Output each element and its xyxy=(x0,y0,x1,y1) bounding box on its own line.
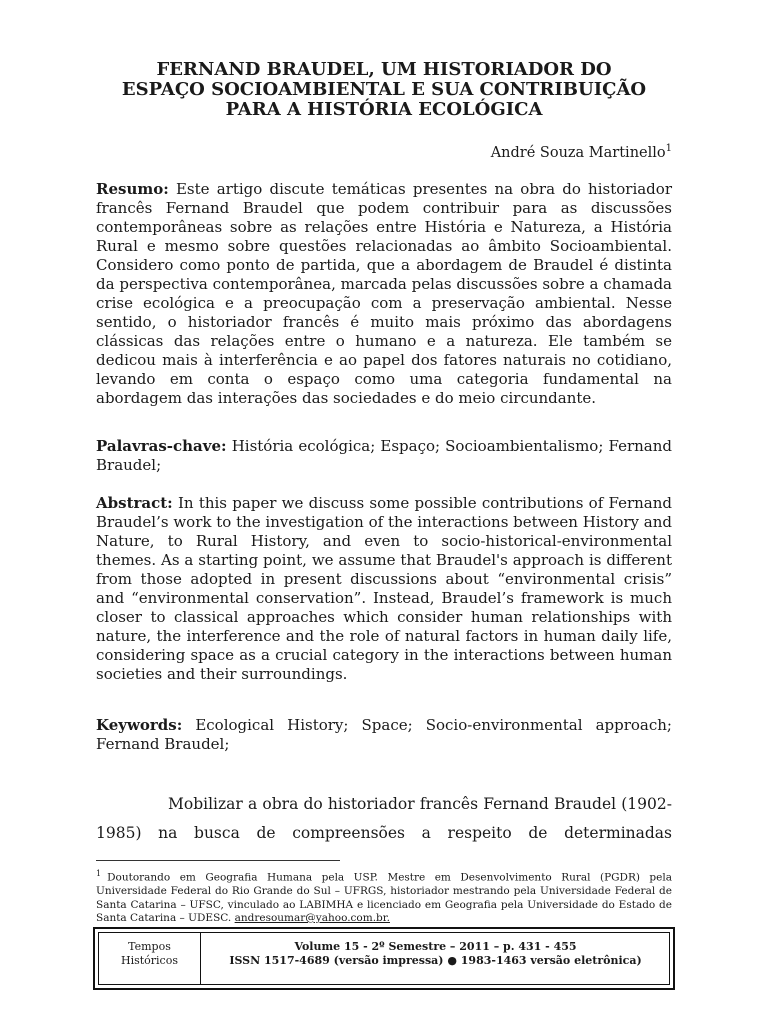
article-title xyxy=(96,60,672,120)
footnote-text: Doutorando em Geografia Humana pela USP. Mestre em Desenvolvimento Rural (PGDR) pela Universidade Federal do Rio Grande do Sul – UFRGS, historiador mestrando pela Universidade Federal de Santa Catarina – UFSC, vinculado ao LABIMHA e licenciado em Geografia pela Universidade do Estado de Santa Catarina – UDESC. xyxy=(96,871,672,924)
title-line-3: PARA A HISTÓRIA ECOLÓGICA xyxy=(225,99,543,120)
volume-line: Volume 15 - 2º Semestre – 2011 – p. 431 - 455 xyxy=(294,940,577,953)
resumo-text: Este artigo discute temáticas presentes na obra do historiador francês Fernand Braudel que podem contribuir para as discussões contemporâneas sobre as relações entre História e Natureza, a História Rural e mesmo sobre questões relacionadas ao âmbito Socioambiental. Considero como ponto de partida, que a abordagem de Braudel é distinta da perspectiva contemporânea, marcada pelas discussões sobre a chamada crise ecológica e a preocupação com a preservação ambiental. Nesse sentido, o historiador francês é muito mais próximo das abordagens clássicas das relações entre o humano e a natureza. Ele também se dedicou mais à interferência e ao papel dos fatores naturais no cotidiano, levando em conta o espaço como uma categoria fundamental na abordagem das interações das sociedades e do meio circundante. xyxy=(96,180,672,407)
journal-name-line-1: Tempos xyxy=(128,940,171,953)
author-text: André Souza Martinello xyxy=(490,144,666,161)
abstract-paragraph xyxy=(96,494,672,684)
author-footnote-mark: 1 xyxy=(665,143,672,154)
footer-inner-frame xyxy=(98,932,670,985)
journal-footer xyxy=(93,927,675,990)
body-paragraph: Mobilizar a obra do historiador francês Fernand Braudel (1902-1985) na busca de compreensões a respeito de determinadas xyxy=(96,795,672,842)
resumo-paragraph xyxy=(96,180,672,408)
palavras-chave-paragraph xyxy=(96,437,672,475)
footnote xyxy=(96,867,672,926)
title-line-2: ESPAÇO SOCIOAMBIENTAL E SUA CONTRIBUIÇÃO xyxy=(121,79,647,100)
keywords-paragraph xyxy=(96,716,672,754)
journal-info xyxy=(202,933,669,984)
footnote-mark: 1 xyxy=(96,869,102,878)
abstract-text: In this paper we discuss some possible contributions of Fernand Braudel’s work to the investigation of the interactions between History and Nature, to Rural History, and even to socio-historical-environmental themes. As a starting point, we assume that Braudel's approach is different from those adopted in present discussions about “environmental crisis” and “environmental conservation”. Instead, Braudel’s framework is much closer to classical approaches which consider human relationships with nature, the interference and the role of natural factors in human daily life, considering space as a crucial category in the interactions between human societies and their surroundings. xyxy=(96,494,672,683)
palavras-chave-label: Palavras-chave: xyxy=(96,437,227,455)
keywords-text: Ecological History; Space; Socio-environmental approach; Fernand Braudel; xyxy=(96,716,672,753)
palavras-chave-text: História ecológica; Espaço; Socioambientalismo; Fernand Braudel; xyxy=(96,437,672,474)
title-line-1: FERNAND BRAUDEL, UM HISTORIADOR DO xyxy=(156,59,612,80)
journal-name xyxy=(99,933,201,984)
journal-name-line-2: Históricos xyxy=(120,954,178,967)
footnote-email-link[interactable]: andresoumar@yahoo.com.br. xyxy=(234,912,390,924)
footnote-divider xyxy=(96,860,340,861)
keywords-label: Keywords: xyxy=(96,716,183,734)
issn-line: ISSN 1517-4689 (versão impressa) ● 1983-1463 versão eletrônica) xyxy=(229,954,642,967)
abstract-label: Abstract: xyxy=(96,494,173,512)
resumo-label: Resumo: xyxy=(96,180,169,198)
author-name xyxy=(491,143,672,161)
